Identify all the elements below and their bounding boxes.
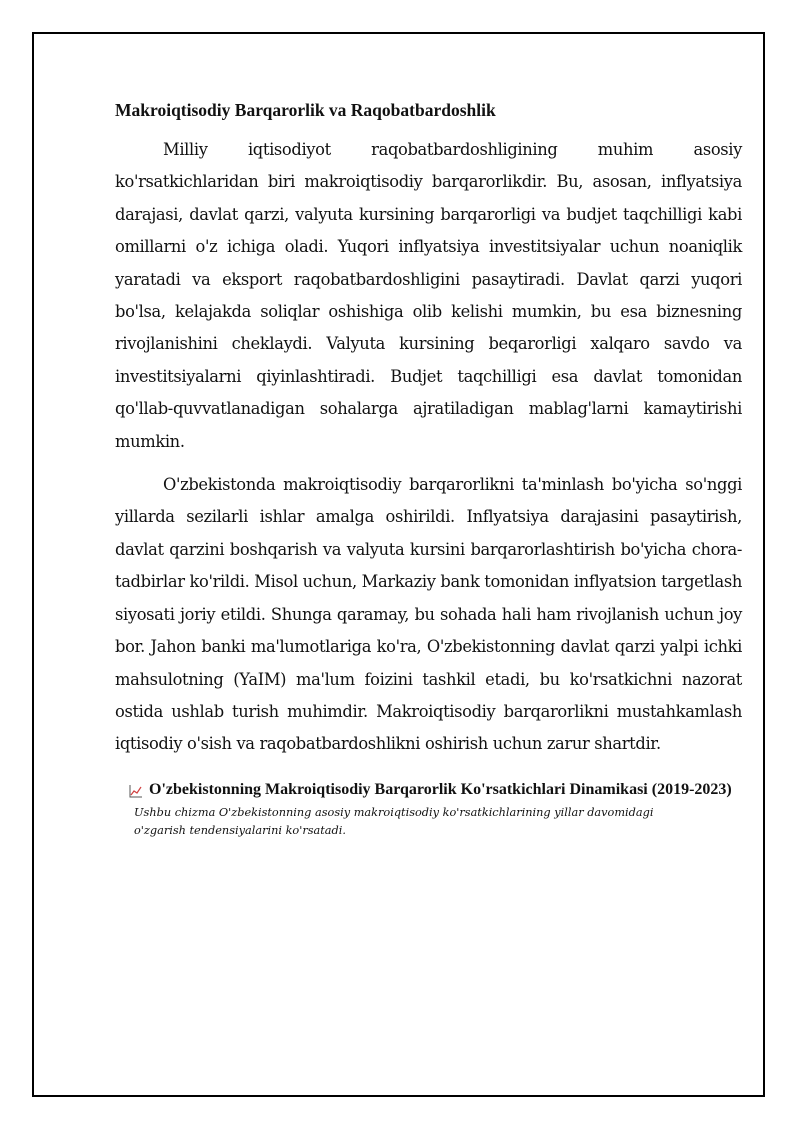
paragraph-1: Milliy iqtisodiyot raqobatbardoshligining muhim asosiy ko'rsatkichlaridan biri makroiqtisodiy barqarorlikdir. Bu, asosan, inflyatsiya darajasi, davlat qarzi, valyuta kursining barqarorligi va budjet taqchilligi kabi omillarni o'z ichiga oladi. Yuqori inflyatsiya investitsiyalar uchun noaniqlik yaratadi va eksport raqobatbardoshligini pasaytiradi. Davlat qarzi yuqori bo'lsa, kelajakda soliqlar oshishiga olib kelishi mumkin, bu esa biznesning rivojlanishini cheklaydi. Valyuta kursining beqarorligi xalqaro savdo va investitsiyalarni qiyinlashtiradi. Budjet taqchilligi esa davlat tomonidan qo'llab-quvvatlanadigan sohalarga ajratiladigan mablag'larni kamaytirishi mumkin. [115,140,742,451]
section-heading: Makroiqtisodiy Barqarorlik va Raqobatbardoshlik [115,100,496,120]
figure-title-row [129,779,742,801]
document-body [115,98,742,840]
figure-description: Ushbu chizma O'zbekistonning asosiy makroiqtisodiy ko'rsatkichlarining yillar davomidagi o'zgarish tendensiyalarini ko'rsatadi. [134,805,654,837]
paragraph-2: O'zbekistonda makroiqtisodiy barqarorlikni ta'minlash bo'yicha so'nggi yillarda sezilarli ishlar amalga oshirildi. Inflyatsiya darajasini pasaytirish, davlat qarzini boshqarish va valyuta kursini barqarorlashtirish bo'yicha chora-tadbirlar ko'rildi. Misol uchun, Markaziy bank tomonidan inflyatsion targetlash siyosati joriy etildi. Shunga qaramay, bu sohada hali ham rivojlanish uchun joy bor. Jahon banki ma'lumotlariga ko'ra, O'zbekistonning davlat qarzi yalpi ichki mahsulotning (YaIM) ma'lum foizini tashkil etadi, bu ko'rsatkichni nazorat ostida ushlab turish muhimdir. Makroiqtisodiy barqarorlikni mustahkamlash iqtisodiy o'sish va raqobatbardoshlikni oshirish uchun zarur shartdir. [115,475,742,754]
line-chart-icon [129,783,143,797]
figure-title: O'zbekistonning Makroiqtisodiy Barqarorlik Ko'rsatkichlari Dinamikasi (2019-2023) [149,780,732,798]
figure-caption [129,779,742,840]
